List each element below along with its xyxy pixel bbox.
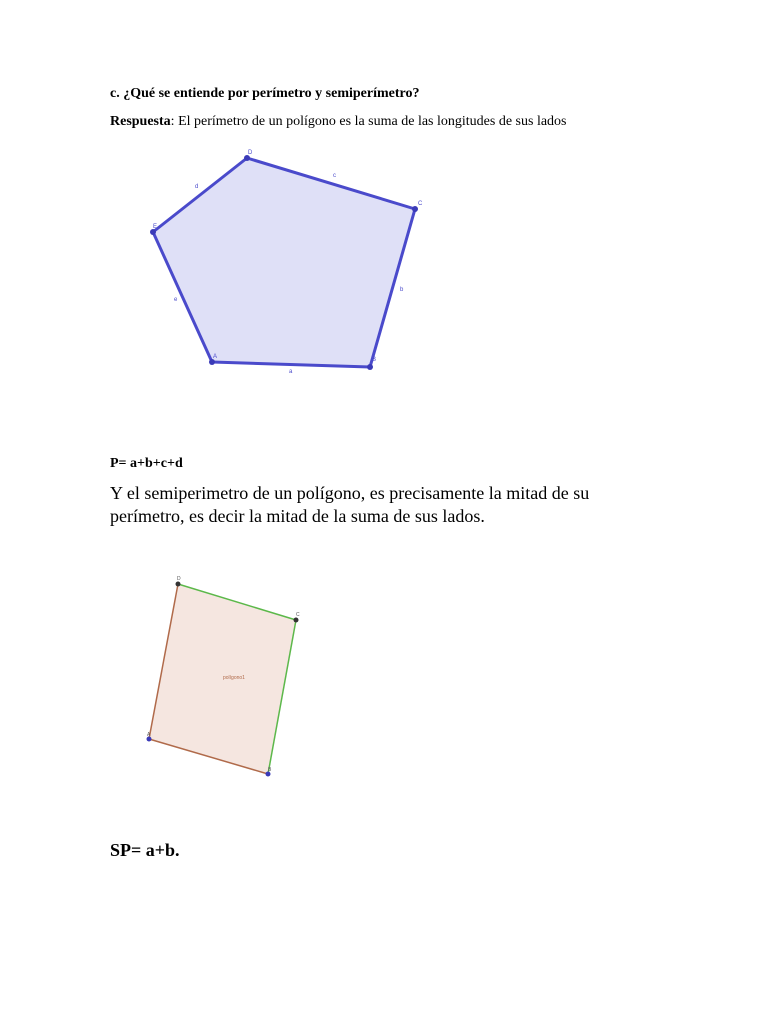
vertex-e-label: E: [153, 224, 158, 230]
answer-text: El perímetro de un polígono es la suma de las longitudes de sus lados: [174, 114, 567, 129]
side-a-label: a: [289, 369, 293, 375]
side-c-label: c: [333, 173, 336, 179]
quadrilateral-figure: [118, 565, 383, 825]
semiperimeter-formula: SP= a+b.: [110, 840, 180, 860]
quad-vertex-d-label: D: [177, 576, 181, 582]
vertex-d-label: D: [248, 150, 253, 156]
side-b-label: b: [400, 287, 404, 293]
perimeter-formula: P= a+b+c+d: [110, 456, 183, 471]
answer-label: Respuesta: [110, 114, 171, 129]
side-d-label: d: [195, 184, 199, 190]
answer-separator: :: [170, 114, 175, 129]
answer-line: [110, 114, 567, 130]
quad-vertex-c-label: C: [296, 612, 300, 618]
vertex-b-label: B: [372, 357, 377, 363]
semiperimeter-paragraph: Y el semiperimetro de un polígono, es precisamente la mitad de su perímetro, es decir la mitad de la suma de sus lados.: [110, 483, 590, 526]
quad-vertex-b-label: B: [268, 767, 272, 773]
quad-vertex-c-point: [294, 618, 299, 623]
question-heading: c. ¿Qué se entiende por perímetro y semiperímetro?: [110, 86, 420, 101]
side-e-label: e: [174, 297, 178, 303]
vertex-b-point: [367, 364, 373, 370]
vertex-a-label: A: [213, 354, 218, 360]
pentagon-figure: [130, 140, 500, 440]
quad-vertex-a-label: A: [147, 732, 151, 738]
vertex-c-label: C: [418, 201, 423, 207]
polygon-center-label: polígono1: [223, 675, 245, 681]
quad-vertex-d-point: [176, 582, 181, 587]
